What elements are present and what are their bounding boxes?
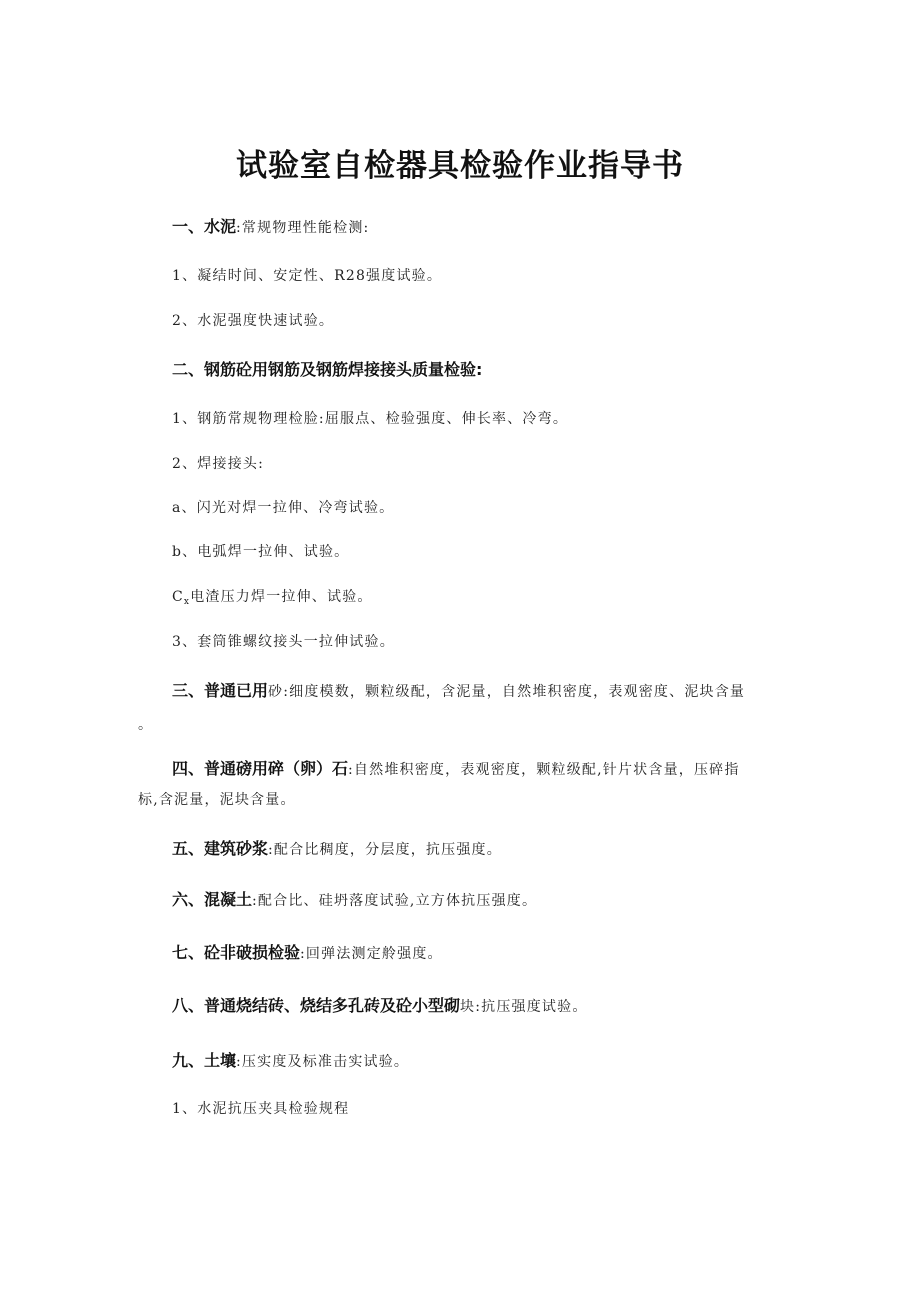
section-text: 砂:细度模数，颗粒级配，含泥量，自然堆积密度，表观密度、泥块含量: [268, 684, 746, 700]
section-heading: 八、普通烧结砖、烧结多孔砖及砼小型砌: [172, 996, 461, 1015]
section-text: :压实度及标准击实试验。: [236, 1054, 410, 1070]
section-text: 块:抗压强度试验。: [460, 999, 588, 1015]
list-item-text: 电渣压力焊一拉伸、试验。: [190, 589, 373, 605]
section-nondestructive: [172, 943, 443, 964]
section-heading: 三、普通已用: [172, 681, 269, 700]
section-heading: 五、建筑砂浆: [172, 839, 269, 858]
section-heading: 七、砼非破损检验: [172, 943, 301, 962]
section-sand: [172, 681, 762, 702]
section-heading: 四、普通磅用碎（卵）石: [172, 759, 349, 778]
section-text-continuation: 。: [138, 717, 154, 733]
section-text: :自然堆积密度，表观密度，颗粒级配,针片状含量，压碎指: [348, 762, 740, 778]
section-text: :配合比稠度，分层度，抗压强度。: [268, 842, 502, 858]
list-item: 1、凝结时间、安定性、R28强度试验。: [172, 268, 443, 284]
list-item: b、电弧焊一拉伸、试验。: [172, 544, 350, 560]
section-text-continuation: 标,含泥量，泥块含量。: [138, 792, 296, 808]
list-item: 2、水泥强度快速试验。: [172, 313, 335, 329]
list-item-prefix: C: [172, 589, 184, 605]
list-item-subscript: x: [183, 597, 191, 607]
section-rebar: [172, 360, 482, 381]
section-bricks: [172, 996, 588, 1017]
list-item: [172, 587, 373, 612]
section-mortar: [172, 839, 502, 860]
section-soil: [172, 1051, 409, 1072]
list-item: 1、水泥抗压夹具检验规程: [172, 1101, 350, 1117]
section-heading: 二、钢筋砼用钢筋及钢筋焊接接头质量检验:: [172, 360, 483, 379]
section-text: :常规物理性能检测:: [236, 220, 370, 236]
section-cement: [172, 217, 369, 238]
list-item: 2、焊接接头:: [172, 456, 265, 472]
section-heading: 六、混凝土: [172, 890, 253, 909]
list-item: 1、钢筋常规物理检脸:屈服点、检验强度、伸长率、冷弯。: [172, 411, 569, 427]
section-gravel: [172, 759, 762, 780]
list-item: a、闪光对焊一拉伸、冷弯试验。: [172, 500, 395, 516]
section-text: :回弹法测定舲强度。: [300, 946, 443, 962]
section-heading: 九、土壤: [172, 1051, 237, 1070]
section-heading: 一、水泥: [172, 217, 237, 236]
list-item: 3、套筒锥螺纹接头一拉伸试验。: [172, 634, 395, 650]
section-concrete: [172, 890, 537, 911]
document-title: 试验室自检器具检验作业指导书: [236, 148, 684, 184]
section-text: :配合比、硅坍落度试验,立方体抗压强度。: [252, 893, 538, 909]
